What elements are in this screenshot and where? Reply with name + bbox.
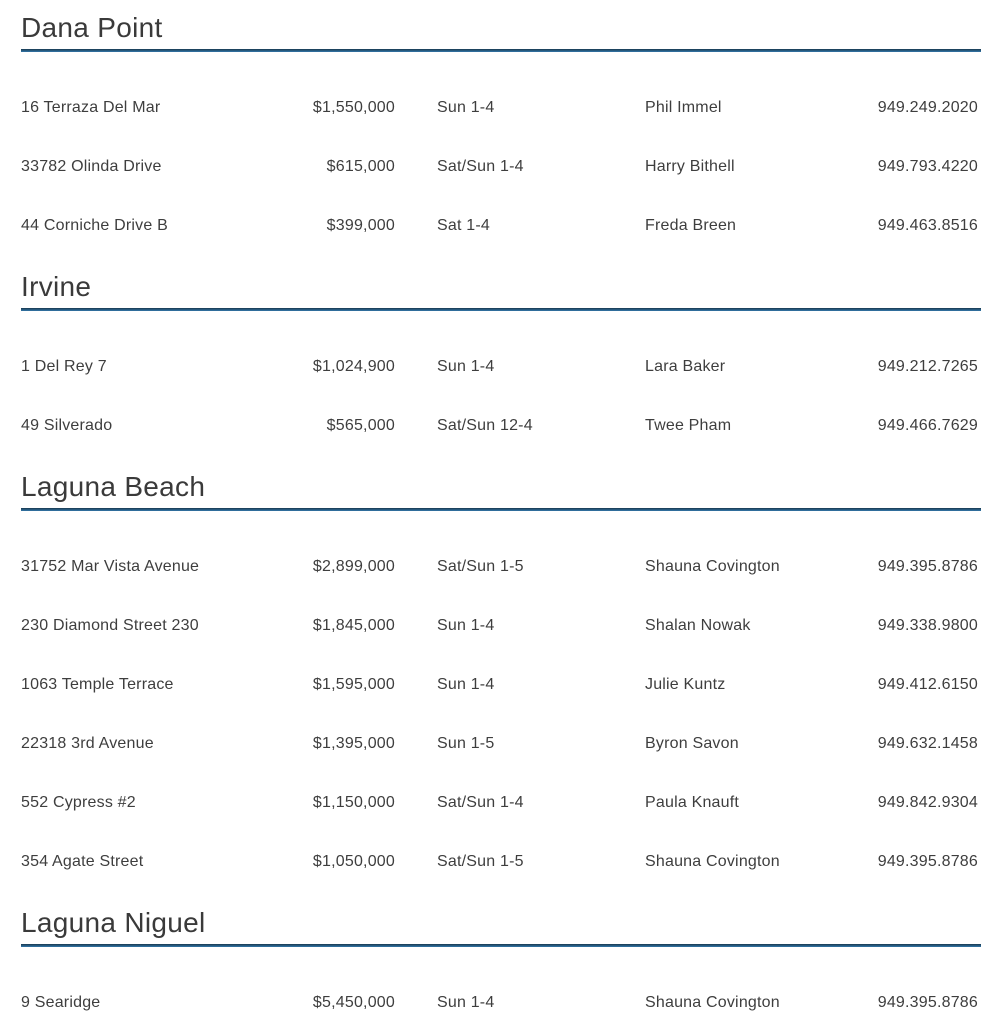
listing-row (21, 793, 981, 812)
listing-phone: 949.395.8786 (877, 853, 978, 870)
listing-row (21, 157, 981, 176)
listing-address: 44 Corniche Drive B (21, 217, 168, 234)
listing-agent: Lara Baker (645, 358, 726, 375)
listing-open-time: Sun 1-4 (437, 617, 495, 634)
listing-phone: 949.793.4220 (877, 158, 978, 175)
listing-phone: 949.395.8786 (877, 558, 978, 575)
listings-group (21, 52, 981, 235)
listing-address: 552 Cypress #2 (21, 794, 136, 811)
city-section (21, 270, 981, 435)
listing-address: 1 Del Rey 7 (21, 358, 107, 375)
listing-agent: Byron Savon (645, 735, 739, 752)
listing-row (21, 616, 981, 635)
listing-phone: 949.212.7265 (877, 358, 978, 375)
listing-row (21, 852, 981, 871)
listing-phone: 949.338.9800 (877, 617, 978, 634)
listings-group (21, 947, 981, 1012)
listing-row (21, 357, 981, 376)
listing-agent: Paula Knauft (645, 794, 740, 811)
city-heading: Laguna Niguel (21, 907, 206, 938)
listing-open-time: Sat/Sun 1-5 (437, 853, 524, 870)
listing-phone: 949.466.7629 (877, 417, 978, 434)
listing-open-time: Sun 1-4 (437, 994, 495, 1011)
listings-group (21, 511, 981, 871)
city-section (21, 11, 981, 235)
listing-agent: Phil Immel (645, 99, 722, 116)
listing-phone: 949.249.2020 (877, 99, 978, 116)
listing-address: 230 Diamond Street 230 (21, 617, 199, 634)
listing-address: 9 Searidge (21, 994, 101, 1011)
listing-price: $1,395,000 (312, 735, 395, 752)
listing-row (21, 557, 981, 576)
listing-address: 22318 3rd Avenue (21, 735, 154, 752)
listing-open-time: Sat 1-4 (437, 217, 490, 234)
listings-group (21, 311, 981, 435)
listing-row (21, 993, 981, 1012)
listing-row (21, 675, 981, 694)
listing-row (21, 98, 981, 117)
listing-open-time: Sun 1-4 (437, 358, 495, 375)
listing-agent: Shalan Nowak (645, 617, 751, 634)
listing-agent: Shauna Covington (645, 994, 780, 1011)
listing-agent: Freda Breen (645, 217, 737, 234)
listing-open-time: Sun 1-4 (437, 99, 495, 116)
listing-agent: Shauna Covington (645, 558, 780, 575)
listing-address: 49 Silverado (21, 417, 113, 434)
listing-price: $1,550,000 (312, 99, 395, 116)
listing-phone: 949.842.9304 (877, 794, 978, 811)
listing-address: 31752 Mar Vista Avenue (21, 558, 200, 575)
listing-price: $565,000 (326, 417, 395, 434)
city-heading: Irvine (21, 271, 92, 302)
listing-price: $399,000 (326, 217, 395, 234)
listing-row (21, 734, 981, 753)
listing-row (21, 216, 981, 235)
listing-open-time: Sat/Sun 12-4 (437, 417, 533, 434)
listing-agent: Harry Bithell (645, 158, 735, 175)
listing-price: $1,150,000 (312, 794, 395, 811)
listing-address: 1063 Temple Terrace (21, 676, 174, 693)
listing-row (21, 416, 981, 435)
city-heading: Dana Point (21, 12, 163, 43)
city-section (21, 470, 981, 871)
listing-address: 16 Terraza Del Mar (21, 99, 161, 116)
listing-price: $1,845,000 (312, 617, 395, 634)
listing-phone: 949.395.8786 (877, 994, 978, 1011)
listing-agent: Julie Kuntz (645, 676, 726, 693)
listing-address: 354 Agate Street (21, 853, 144, 870)
listing-price: $1,595,000 (312, 676, 395, 693)
city-section (21, 906, 981, 1012)
listing-open-time: Sat/Sun 1-4 (437, 794, 524, 811)
listing-phone: 949.463.8516 (877, 217, 978, 234)
listing-price: $5,450,000 (312, 994, 395, 1011)
listing-open-time: Sat/Sun 1-4 (437, 158, 524, 175)
listing-price: $1,050,000 (312, 853, 395, 870)
listing-open-time: Sat/Sun 1-5 (437, 558, 524, 575)
listing-phone: 949.632.1458 (877, 735, 978, 752)
city-sections-container (21, 11, 981, 1012)
city-heading: Laguna Beach (21, 471, 206, 502)
listing-agent: Twee Pham (645, 417, 732, 434)
listing-price: $615,000 (326, 158, 395, 175)
listing-address: 33782 Olinda Drive (21, 158, 162, 175)
listing-price: $1,024,900 (312, 358, 395, 375)
listing-open-time: Sun 1-4 (437, 676, 495, 693)
listing-price: $2,899,000 (312, 558, 395, 575)
listing-phone: 949.412.6150 (877, 676, 978, 693)
listing-open-time: Sun 1-5 (437, 735, 495, 752)
listing-agent: Shauna Covington (645, 853, 780, 870)
